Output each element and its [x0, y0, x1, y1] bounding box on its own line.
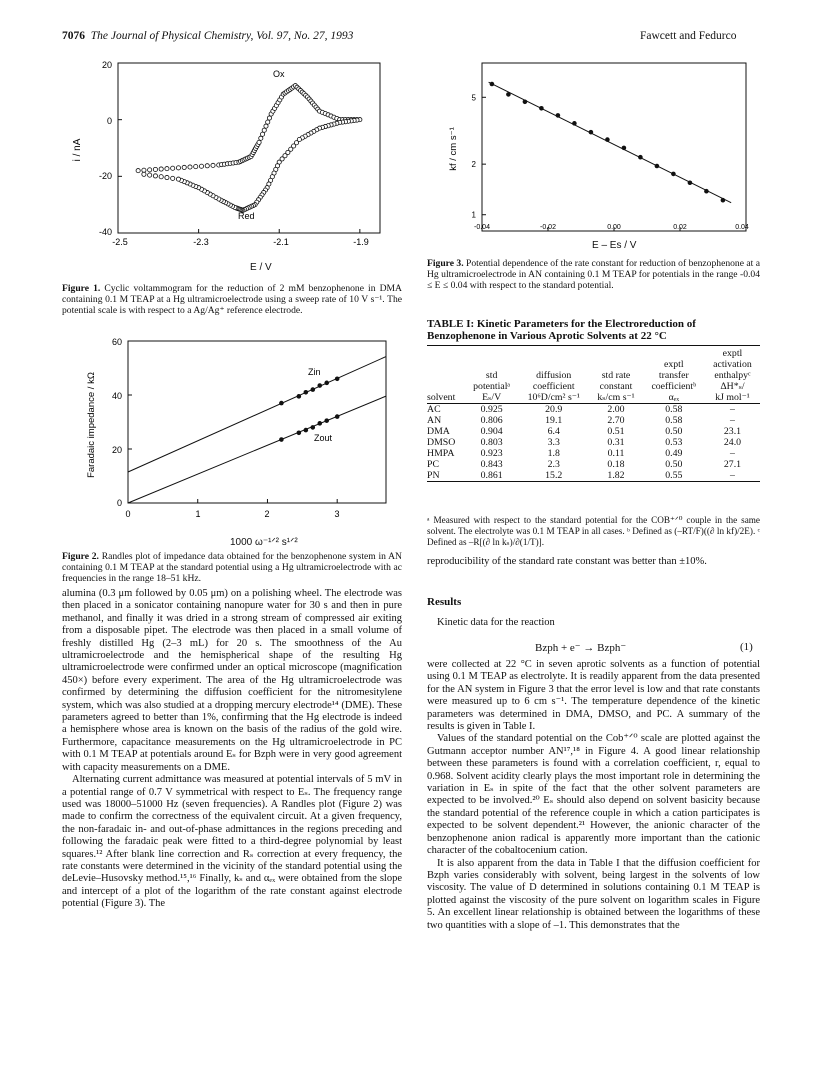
fig2-fit-line-zout [128, 396, 386, 503]
table-cell: 24.0 [723, 437, 742, 448]
table-header-cell [465, 359, 518, 370]
fig2-point-zin [317, 383, 322, 388]
table-cell: AC [427, 404, 441, 415]
table-cell: DMA [427, 426, 450, 437]
fig1-xtick: -2.1 [273, 237, 289, 247]
running-header-left [62, 30, 353, 42]
right-column-p1 [427, 617, 760, 629]
table-header-cell: exptl [722, 348, 743, 359]
table-header-row [427, 348, 760, 359]
table-1 [427, 348, 760, 482]
table-row [427, 404, 760, 416]
fig1-xtick: -1.9 [353, 237, 369, 247]
table-cell: 0.53 [665, 437, 683, 448]
table-cell: 0.923 [480, 448, 503, 459]
fig1-data-point [199, 164, 203, 168]
table-cell: – [730, 448, 735, 459]
fig1-data-point [267, 116, 271, 120]
fig3-data-point [638, 155, 643, 160]
fig2-fit-line-zin [128, 357, 386, 472]
fig1-label-ox: Ox [273, 69, 285, 79]
table-cell: 0.58 [665, 415, 683, 426]
table-cell: 1.82 [589, 470, 642, 482]
fig2-point-zout [310, 425, 315, 430]
fig1-data-point [171, 176, 175, 180]
fig1-data-point [211, 163, 215, 167]
table-header-cell: exptl [664, 359, 684, 370]
table-row [427, 459, 760, 470]
table-header-cell [589, 348, 642, 359]
fig1-data-point [171, 166, 175, 170]
fig3-xtick: 0.00 [607, 224, 621, 231]
fig1-data-point [148, 173, 152, 177]
fig3-data-point [539, 106, 544, 111]
fig3-ytick: 1 [471, 210, 476, 220]
fig1-data-point [182, 165, 186, 169]
right-column-body [427, 659, 760, 932]
table-header-cell [427, 348, 465, 359]
equation-number: (1) [740, 641, 753, 653]
fig2-ytick: 20 [111, 445, 122, 455]
fig2-xlabel: 1000 ω⁻¹ᐟ² s¹ᐟ² [230, 537, 298, 548]
fig2-label-zin: Zin [308, 367, 321, 377]
table-row [427, 437, 760, 448]
table-cell: 3.3 [547, 437, 560, 448]
table-header-cell [643, 348, 705, 359]
table-header-cell: Eₛ/V [465, 392, 518, 404]
table-cell: 2.3 [547, 459, 560, 470]
table-cell: 0.49 [665, 448, 683, 459]
table-cell: 0.50 [665, 459, 683, 470]
table-header-cell [518, 359, 589, 370]
fig1-data-point [165, 167, 169, 171]
fig1-xtick: -2.5 [112, 237, 128, 247]
table-header-cell: coefficientᵇ [651, 381, 697, 392]
table-header-cell [465, 348, 518, 359]
table-cell: 0.925 [480, 404, 503, 415]
fig2-label-zout: Zout [314, 433, 333, 443]
fig2-xtick: 0 [125, 509, 131, 519]
table-cell: 27.1 [723, 459, 742, 470]
fig2-point-zin [297, 394, 302, 399]
fig2-point-zin [304, 390, 309, 395]
fig3-data-point [589, 130, 594, 135]
fig2-point-zin [324, 381, 329, 386]
fig1-data-point [142, 168, 146, 172]
paragraph: It is also apparent from the data in Table I that the diffusion coefficient for Bzph varies considerably with solvent, being largest in the solvents of low viscosity. The value of D determined in solutions containing 0.1 M TEAP is plotted against the viscosity of the pure solvent on logarithm scales in Figure 5. An excellent linear relationship is obtained between the logarithms of these two quantities with a slope of –1. This demonstrates that the [427, 857, 760, 931]
fig3-data-point [572, 121, 577, 126]
table-header-cell: std [485, 370, 498, 381]
table-header-cell: ΔH*ₛ/ [720, 381, 745, 392]
fig3-data-point [622, 146, 627, 151]
fig2-point-zin [279, 401, 284, 406]
table-header-cell: αₑₓ [643, 392, 705, 404]
fig1-data-point [159, 175, 163, 179]
fig1-label-red: Red [238, 211, 255, 221]
fig1-data-point [176, 166, 180, 170]
table-header-cell: diffusion [536, 370, 572, 381]
paragraph: Values of the standard potential on the Cob⁺ᐟ⁰ scale are plotted against the Gutmann acceptor number AN¹⁷,¹⁸ in Figure 4. A good linear relationship between these parameters is found with a correlation coefficient, r, equal to 0.968. Solvent acidity clearly plays the most important role in determining the variation in Eₛ in spite of the fact that the other solvent parameters are expected to be involved.²⁰ Eₛ should also depend on solvent basicity because the standard potential of the reference couple in which a cation participates is expected to be solvent dependent.²¹ However, the anionic character of the benzophenone anion radical is apparently more important than the cationic character of the cobaltocenium cation. [427, 733, 760, 857]
fig2-point-zout [304, 428, 309, 433]
table-cell: – [730, 415, 735, 426]
figure-1-caption: Figure 1. Cyclic voltammogram for the reduction of 2 mM benzophenone in DMA containing 0.1 M TEAP at a Hg ultramicroelectrode using a sweep rate of 10 V s⁻¹. The potential scale is with respect to a Ag/Ag⁺ reference electrode. [62, 283, 402, 316]
fig1-data-point [188, 165, 192, 169]
table-header-cell: constant [599, 381, 633, 392]
fig1-data-point [159, 167, 163, 171]
table-row [427, 470, 760, 482]
table-1-title: TABLE I: Kinetic Parameters for the Electroreduction of Benzophenone in Various Aprotic Solvents at 22 °C [427, 318, 696, 342]
table-header-cell [518, 348, 589, 359]
table-cell: 0.861 [465, 470, 518, 482]
table-cell: HMPA [427, 448, 455, 459]
fig3-xlabel: E – Es / V [592, 240, 637, 251]
fig1-ytick: 0 [106, 116, 112, 126]
fig3-xtick: 0.04 [735, 224, 749, 231]
table-header-cell: solvent [427, 392, 465, 404]
fig1-ytick: -20 [98, 171, 112, 181]
fig1-xlabel: E / V [250, 262, 272, 273]
table-cell: 0.843 [480, 459, 503, 470]
running-header-authors: Fawcett and Fedurco [640, 30, 737, 42]
fig2-xtick: 3 [334, 509, 340, 519]
fig1-data-point [262, 128, 266, 132]
fig3-xtick: 0.02 [673, 224, 687, 231]
fig3-xtick: -0.02 [540, 224, 556, 231]
table-1-footnotes: ᵃ Measured with respect to the standard potential for the COB⁺ᐟ⁰ couple in the same solvent. The electrolyte was 0.1 M TEAP in all cases. ᵇ Defined as (–RT/F)((∂ ln kf)/2E). ᶜ Defined as –R[(∂ ln kₛ)/∂(1/T)]. [427, 515, 760, 547]
table-cell: – [705, 470, 760, 482]
table-cell: 0.50 [665, 426, 683, 437]
paragraph: Kinetic data for the reaction [437, 617, 555, 628]
figure-1-cyclic-voltammogram [62, 55, 402, 260]
fig2-point-zin [310, 387, 315, 392]
journal-citation: The Journal of Physical Chemistry, Vol. 97, No. 27, 1993 [90, 30, 354, 42]
table-row [427, 426, 760, 437]
table-header-cell [589, 359, 642, 370]
fig3-xtick: -0.04 [474, 224, 490, 231]
figure-2-caption: Figure 2. Randles plot of impedance data obtained for the benzophenone system in AN containing 0.1 M TEAP at the standard potential using a Hg ultramicroelectrode with ac frequencies in the range 18–51 kHz. [62, 551, 402, 584]
paragraph: were collected at 22 °C in seven aprotic solvents as a function of potential using 0.1 M TEAP as electrolyte. It is readily apparent from the data presented for the AN system in Figure 3 that the error level is low and that rate constants were measured up to 6 cm s⁻¹. The temperature dependence of the kinetic parameters was determined in DMA, DMSO, and PC. A summary of the results is given in Table I. [427, 659, 760, 733]
fig3-ytick: 2 [471, 160, 476, 170]
fig1-data-point [142, 172, 146, 176]
fig3-data-point [506, 92, 511, 97]
fig1-data-point [259, 136, 263, 140]
fig3-data-point [556, 113, 561, 118]
fig1-data-point [148, 168, 152, 172]
table-header-cell: kₛ/cm s⁻¹ [589, 392, 642, 404]
table-cell: – [730, 404, 735, 415]
table-cell: AN [427, 415, 442, 426]
table-cell: 15.2 [518, 470, 589, 482]
table-cell: 19.1 [545, 415, 563, 426]
table-header-cell [427, 381, 465, 392]
table-cell: DMSO [427, 437, 456, 448]
table-cell: 0.806 [480, 415, 503, 426]
equation-1: Bzph + e⁻ → Bzph⁻ [535, 642, 627, 654]
table-header-cell: enthalpyᶜ [714, 370, 751, 381]
table-header-cell: std rate [601, 370, 631, 381]
fig3-data-point [688, 180, 693, 185]
table-cell: 1.8 [547, 448, 560, 459]
fig2-ytick: 0 [116, 498, 122, 508]
table-header-cell [427, 370, 465, 381]
table-cell: PN [427, 470, 465, 482]
table-cell: 20.9 [545, 404, 563, 415]
fig1-data-point [153, 167, 157, 171]
fig3-data-point [704, 189, 709, 194]
table-cell: 2.70 [607, 415, 625, 426]
table-row [427, 415, 760, 426]
fig2-point-zout [297, 431, 302, 436]
paragraph: reproducibility of the standard rate constant was better than ±10%. [427, 556, 707, 567]
table-header-cell: potentialᵃ [473, 381, 511, 392]
table-top-rule [427, 345, 760, 346]
table-cell: 0.58 [665, 404, 683, 415]
table-cell: 0.803 [480, 437, 503, 448]
fig2-ytick: 40 [111, 391, 122, 401]
fig1-data-point [136, 169, 140, 173]
table-cell: 6.4 [547, 426, 560, 437]
table-header-cell: kJ mol⁻¹ [705, 392, 760, 404]
table-header-row [427, 370, 760, 381]
table-cell: 2.00 [607, 404, 625, 415]
fig3-ylabel: kf / cm s⁻¹ [448, 127, 459, 171]
fig1-data-point [176, 177, 180, 181]
fig3-ytick: 5 [471, 93, 476, 103]
fig2-point-zin [335, 377, 340, 382]
right-column-intro [427, 556, 760, 568]
fig1-data-point [260, 132, 264, 136]
fig1-xtick: -2.3 [193, 237, 209, 247]
fig1-ytick: -40 [98, 227, 112, 237]
table-cell: 0.18 [607, 459, 625, 470]
table-cell: 23.1 [723, 426, 742, 437]
table-header-cell: transfer [658, 370, 689, 381]
page-number: 7076 [62, 30, 85, 42]
figure-3-caption: Figure 3. Potential dependence of the rate constant for reduction of benzophenone at a Hg ultramicroelectrode in AN containing 0.1 M TEAP for potentials in the range -0.04 ≤ E ≤ 0.04 with respect to the standard potential. [427, 258, 760, 291]
fig3-data-point [655, 164, 660, 169]
fig3-data-point [671, 172, 676, 177]
fig1-data-point [153, 174, 157, 178]
paragraph: Alternating current admittance was measured at potential intervals of 5 mV in a potential range of 0.7 V symmetrical with respect to Eₛ. The frequency range used was 18000–51000 Hz (seven frequencies). A Randles plot (Figure 2) was made to confirm the correctness of the equivalent circuit. At a given frequency, the non-faradaic in- and out-of-phase admittances in the regions preceding and following the faradaic peak were fitted to a third-degree polynomial by least squares.¹² After blank line correction and Rₛ correction at every frequency, the rate constants were determined in the vicinity of the standard potential using the deLevie–Husovsky method.¹⁵,¹⁶ Finally, kₛ and αₑₓ were obtained from the slope and intercept of a plot of the logarithm of the rate constant against electrode potential (Figure 3). The [62, 774, 402, 910]
table-header-cell: coefficient [532, 381, 575, 392]
fig1-ytick: 20 [101, 60, 112, 70]
fig1-data-point [264, 124, 268, 128]
table-cell: 0.51 [607, 426, 625, 437]
table-header-cell: 10⁶D/cm² s⁻¹ [518, 392, 589, 404]
results-heading: Results [427, 596, 462, 608]
table-header-row [427, 359, 760, 370]
table-cell: 0.904 [480, 426, 503, 437]
fig3-data-point [605, 137, 610, 142]
table-cell: 0.31 [607, 437, 625, 448]
fig2-ytick: 60 [111, 337, 122, 347]
fig3-data-point [490, 82, 495, 87]
fig2-ylabel: Faradaic impedance / kΩ [86, 372, 97, 478]
table-header-row [427, 381, 760, 392]
paragraph: alumina (0.3 μm followed by 0.05 μm) on a polishing wheel. The electrode was then placed in a sonicator containing nanopure water for 30 s and then in pure methanol, and finally it was dried in a strong stream of compressed air exiting from a disposable pipet. The electrode was then placed in a small volume of freshly distilled Hg (2–3 mL) for 20 s. The smoothness of the Au ultramicroelectrode and the hemispherical shape of the resulting Hg ultramicroelectrode were confirmed under an optical microscope (magnification 450×) before every experiment. The area of the Hg ultramicroelectrode was confirmed by determining the diffusion coefficient for the nitromesitylene system, which was also studied at a dropping mercury electrode¹⁴ (DME). These parameters agreed to better than 1%, confirming that the Hg electrode is indeed a hemisphere whose area is known on the basis of the radius of the gold wire. Furthermore, capacitance measurements on the Hg ultramicroelectrode in PC with 0.1 M TEAP at potentials around Eₛ for Bzph were in very good agreement with capacity measurements on a DME. [62, 588, 402, 773]
table-cell: 0.11 [607, 448, 625, 459]
fig3-data-point [523, 100, 528, 105]
table-header-cell: activation [713, 359, 752, 370]
table-cell: 0.55 [643, 470, 705, 482]
fig1-data-point [266, 120, 270, 124]
fig2-point-zout [335, 414, 340, 419]
left-column-body [62, 588, 402, 911]
fig3-data-point [721, 198, 726, 203]
fig2-point-zout [279, 437, 284, 442]
fig1-ylabel: i / nA [72, 138, 83, 162]
fig2-xtick: 2 [264, 509, 270, 519]
table-cell: PC [427, 459, 439, 470]
table-header-row [427, 392, 760, 404]
table-row [427, 448, 760, 459]
fig1-data-point [257, 140, 261, 144]
fig1-data-point [205, 164, 209, 168]
table-header-cell [427, 359, 465, 370]
fig2-xtick: 1 [195, 509, 201, 519]
fig1-data-point [165, 175, 169, 179]
figure-2-randles-plot [62, 335, 402, 535]
fig2-point-zout [317, 421, 322, 426]
fig2-point-zout [324, 418, 329, 423]
fig1-data-point [194, 165, 198, 169]
figure-3-rate-constant-plot [420, 55, 760, 255]
